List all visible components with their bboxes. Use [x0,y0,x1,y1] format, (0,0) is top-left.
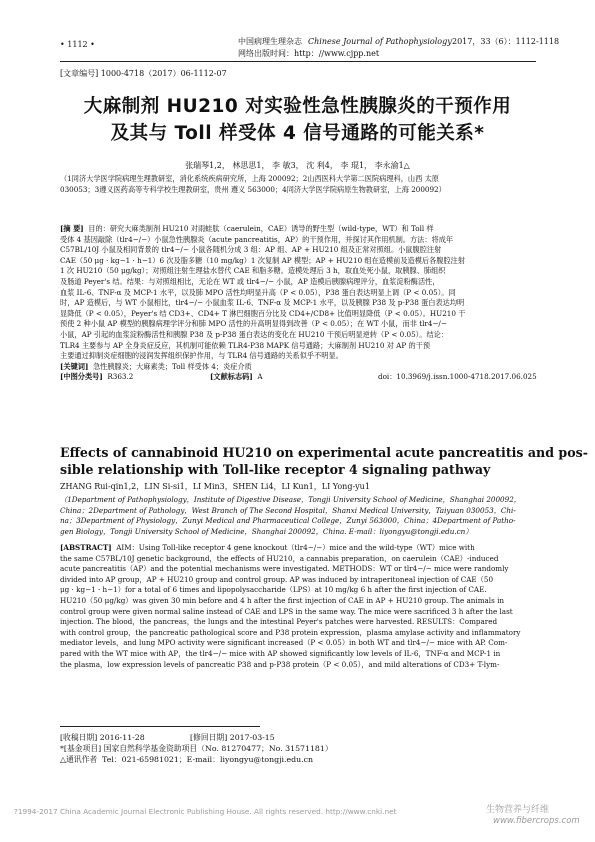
abstract-cn-line: 主要通过抑制炎症细胞的浸润发挥组织保护作用，与 TLR4 信号通路的关系似乎不明显。 [60,351,343,361]
abstract-en-line: pared with the WT mice with AP，the tlr4−/− mice with AP showed significantly low levels of IL-6，TNF-α and MCP-1 in [60,648,501,658]
journal-website: 网络出版时间：http：//www.cjpp.net [238,49,380,58]
revised-date: 2017-03-15 [229,733,275,742]
abstract-cn-line: 受体 4 基因敲除（tlr4−/−）小鼠急性胰腺炎（acute pancreatitis，AP）的干预作用，并探讨其作用机制。方法：将成年 [60,234,454,244]
abstract-cn-line: C57BL/10J 小鼠及相同背景的 tlr4−/− 小鼠各随机分成 3 组：AP 组、AP + HU210 组及正常对照组。小鼠腹腔注射 [60,245,442,255]
abstract-cn-line: 1 次 HU210（50 μg/kg）；对照组注射生理盐水替代 CAE 和脂多糖。造模处理后 3 h，取血处死小鼠，取胰腺、肺组织 [60,266,446,276]
received-date: 2016-11-28 [99,733,145,742]
abstract-cn-line: 显降低（P < 0.05），Peyer's 结 CD3+、CD4+ T 淋巴细胞百分比及 CD4+/CD8+ 比值明显降低（P < 0.05）。HU210 干 [60,308,466,318]
affiliation-en-line: gen Biology，Tongji University School of Medicine，Shanghai 200092，China. E-mail：liyongyu@tongji.edu.cn） [60,526,473,536]
watermark-site-cn: 生物营养与纤维 [486,805,550,815]
title-en-line-1: Effects of cannabinoid HU210 on experimental acute pancreatitis and pos- [60,445,588,460]
title-cn-line-2: 及其与 Toll 样受体 4 信号通路的可能关系* [110,123,485,144]
abstract-en-line: acute pancreatitis（AP）and the potential mechanisms were investigated. METHODS：WT or tlr4−/− mice were randomly [60,564,509,574]
abstract-en-line: μg · kg−1 · h−1）for a total of 6 times and lipopolysaccharide（LPS）at 10 mg/kg 6 h after the first injection of CAE. [60,585,487,595]
abstract-en [60,543,536,670]
footnote-rule [60,726,260,727]
title-cn-line-1: 大麻制剂 HU210 对实验性急性胰腺炎的干预作用 [83,96,512,117]
watermark-site-en: www.fibercrops.com [493,816,580,826]
affiliations-en [60,495,536,537]
fund-info: 国家自然科学基金资助项目（No. 81270477；No. 31571181） [103,744,333,753]
footnotes [60,732,536,765]
affiliation-en-line: na；3Department of Physiology，Zunyi Medical and Pharmaceutical College，Zunyi 563000，China；4Department of Patho- [60,516,516,526]
doc-code-label: [文献标志码] [210,372,253,382]
abstract-en-line: injection. The blood，the pancreas，the lungs and the intestinal Peyer's patches were harvested. RESULTS：Compared [60,617,498,627]
title-en-line-2: sible relationship with Toll-like receptor 4 signaling pathway [60,462,491,477]
journal-issue: 2017，33（6）：1112-1118 [452,37,560,46]
abstract-cn-line: 预使 2 种小鼠 AP 模型的胰腺病理学评分和肺 MPO 活性的升高明显得到改善（P < 0.05）；在 WT 小鼠，而非 tlr4−/− [60,319,447,329]
abstract-cn-line: 时，AP 造模后，与 WT 小鼠相比，tlr4−/− 小鼠血浆 IL-6、TNF-α 及 MCP-1 水平，以及胰腺 P38 及 p-P38 蛋白表达均明 [60,298,465,308]
abstract-en-line: control group were given normal saline instead of CAE and LPS in the same way. The mice were sacrificed 3 h after the last [60,606,513,616]
authors-en: ZHANG Rui-qin1,2，LIN Si-si1，LI Min3，SHEN Li4，LI Kun1，LI Yong-yu1 [60,482,370,491]
header-rule [60,61,536,62]
journal-name-en: Chinese Journal of Pathophysiology [308,37,452,46]
abstract-cn-line: CAE（50 μg · kg−1 · h−1）6 次及脂多糖（10 mg/kg）1 次复制 AP 模型；AP + HU210 组在造模前及造模后各腹腔注射 [60,255,466,265]
affiliation-cn-line: （1同济大学医学院病理生理教研室，消化系统疾病研究所，上海 200092；2山西医科大学第二医院病理科，山西 太原 [60,174,439,183]
abstract-cn-label: [摘 要] [60,224,84,233]
abstract-en-line: with control group，the pancreatic pathological score and P38 protein expression，plasma amylase activity and inflammatory [60,627,521,637]
abstract-cn-line: TLR4 主要参与 AP 全身炎症反应，其机制可能依赖 TLR4-P38 MAPK 信号通路；大麻制剂 HU210 对 AP 的干预 [60,340,431,350]
correspondence-info: Tel：021-65981021；E-mail：liyongyu@tongji.edu.cn [102,755,313,764]
fund-label: *[基金项目] [60,744,102,753]
abstract-en-line: AIM：Using Toll-like receptor 4 gene knockout（tlr4−/−）mice and the wild-type（WT）mice with [116,543,475,552]
abstract-cn-line: 血浆 IL-6、TNF-α 及 MCP-1 水平，以及肺 MPO 活性均明显升高（P < 0.05），P38 蛋白表达明显上调（P < 0.05）。同 [60,287,456,297]
page-number: • 1112 • [60,40,95,49]
keywords-cn: 急性胰腺炎；大麻素类；Toll 样受体 4；炎症介质 [92,361,252,371]
abstract-en-line: the same C57BL/10J genetic background，the effects of HU210，a cannabis preparation，on caerulein（CAE）-induced [60,553,499,563]
affiliation-cn-line: 030053；3遵义医药高等专科学校生理教研室，贵州 遵义 563000；4同济大学医学院病原生物教研室，上海 200092） [60,184,446,194]
abstract-en-line: mediator levels，and lung MPO activity were significant increased（P < 0.05）in both WT and tlr4−/− mice with AP. Com- [60,638,508,648]
keywords-cn-label: [关键词] [60,361,89,371]
article-id: [文章编号] 1000-4718（2017）06-1112-07 [60,69,227,78]
abstract-en-line: divided into AP group，AP + HU210 group and control group. AP was induced by intraperitoneal injection of CAE（50 [60,574,494,584]
copyright-line: ?1994-2017 China Academic Journal Electronic Publishing House. All rights reserved. http://www.cnki.net [14,807,397,816]
abstract-en-label: [ABSTRACT] [60,543,112,552]
affiliation-en-line: China；2Department of Pathology，West Branch of The Second Hospital，Shanxi Medical University，Taiyuan 030053，Chi- [60,505,516,515]
abstract-en-line: HU210（50 μg/kg）was given 30 min before and 4 h after the first injection of CAE in AP + HU210 group. The animals in [60,595,504,605]
revised-label: [修回日期] [190,733,228,742]
abstract-cn [60,224,536,383]
journal-name-cn: 中国病理生理杂志 [238,37,302,46]
correspondence-label: △通讯作者 [60,755,98,764]
abstract-cn-line: 目的：研究大麻类制剂 HU210 对雨蛙肽（caerulein，CAE）诱导的野生型（wild-type，WT）和 Toll 样 [88,224,434,233]
authors-cn: 张瑞琴1,2， 林思思1， 李 敏3， 沈 利4， 李 琨1， 李永渝1△ [185,161,410,170]
abstract-cn-line: 小鼠，AP 引起的血浆淀粉酶活性和胰腺 P38 及 p-P38 蛋白表达的变化在 HU210 干预后明显逆转（P < 0.05）。结论： [60,329,449,339]
abstract-en-line: the plasma，low expression levels of pancreatic P38 and p-P38 protein（P < 0.05），and mild alterations of CD3+ T-lym- [60,659,500,669]
received-label: [收稿日期] [60,733,98,742]
clc-number: R363.2 [107,372,134,382]
affiliations-cn [60,174,536,195]
doi: doi：10.3969/j.issn.1000-4718.2017.06.025 [378,372,537,382]
abstract-cn-line: 及肠道 Peyer's 结。结果：与对照组相比，无论在 WT 或 tlr4−/− 小鼠，AP 造模后胰腺病理评分，血浆淀粉酶活性， [60,276,440,286]
affiliation-en-line: （1Department of Pathophysiology，Institute of Digestive Disease，Tongji University School of Medicine，Shanghai 200092， [60,495,521,504]
doc-code: A [257,372,263,382]
clc-label: [中图分类号] [60,372,103,382]
